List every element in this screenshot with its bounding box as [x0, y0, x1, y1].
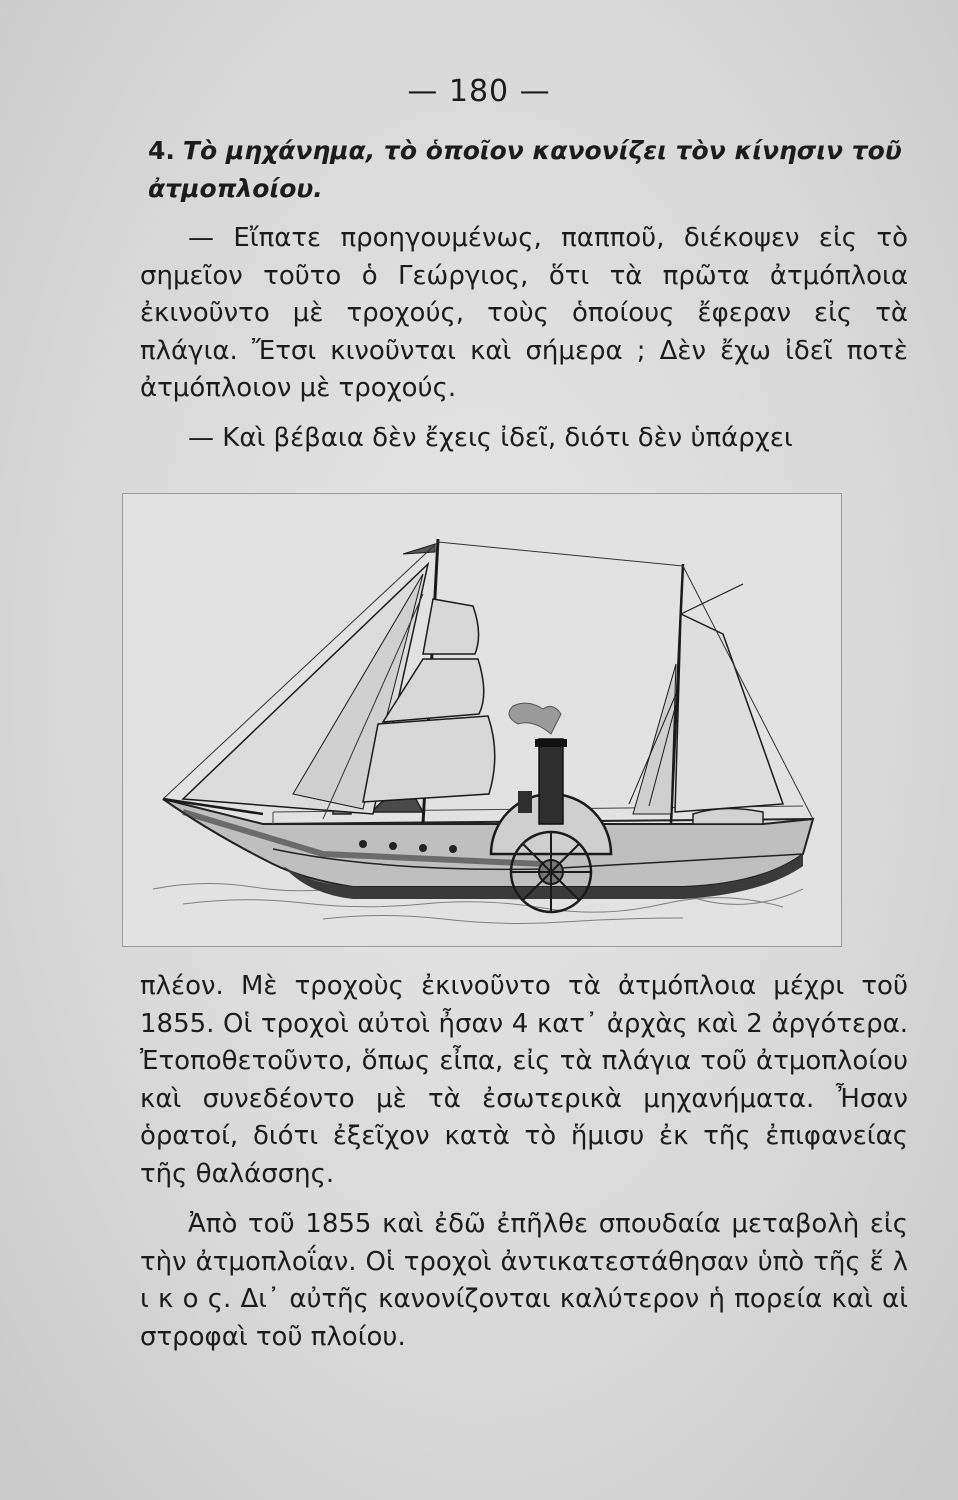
section-heading	[148, 132, 908, 208]
steamship-illustration	[122, 493, 842, 947]
steamship-drawing	[123, 494, 841, 946]
paragraph-2: — Καὶ βέβαια δὲν ἔχεις ἰδεῖ, διότι δὲν ὑπάρχει	[188, 423, 793, 453]
paragraph-3: πλέον. Μὲ τροχοὺς ἐκινοῦντο τὰ ἀτμόπλοια μέχρι τοῦ 1855. Οἱ τροχοὶ αὐτοὶ ἦσαν 4 κατ᾿ ἀρχὰς καὶ 2 ἀργότερα. Ἐτοποθετοῦντο, ὅπως εἶπα, εἰς τὰ πλάγια τοῦ ἀτμοπλοίου καὶ συνεδέοντο μὲ τὰ ἐσωτερικὰ μηχανήματα. Ἦσαν ὁρατοί, διότι ἐξεῖχον κατὰ τὸ ἥμισυ ἐκ τῆς ἐπιφανείας τῆς θαλάσσης.	[140, 971, 908, 1189]
paragraph-4: Ἀπὸ τοῦ 1855 καὶ ἐδῶ ἐπῆλθε σπουδαία μεταβολὴ εἰς τὴν ἀτμοπλοΐαν. Οἱ τροχοὶ ἀντικατεστάθησαν ὑπὸ τῆς ἕ λ ι κ ο ς. Δι᾿ αὐτῆς κανονίζονται καλύτερον ἡ πορεία καὶ αἱ στροφαὶ τοῦ πλοίου.	[140, 1209, 908, 1352]
section-number: 4.	[148, 136, 175, 165]
section-title: Τὸ μηχάνημα, τὸ ὁποῖον κανονίζει τὸν κίνησιν τοῦ ἀτμοπλοίου.	[148, 136, 902, 203]
page-number: — 180 —	[407, 74, 551, 109]
paragraph-1: — Εἴπατε προηγουμένως, παπποῦ, διέκοψεν εἰς τὸ σημεῖον τοῦτο ὁ Γεώργιος, ὅτι τὰ πρῶτα ἀτμόπλοια ἐκινοῦντο μὲ τροχούς, τοὺς ὁποίους ἔφεραν εἰς τὰ πλάγια. Ἔτσι κινοῦνται καὶ σήμερα ; Δὲν ἔχω ἰδεῖ ποτὲ ἀτμόπλοιον μὲ τροχούς.	[140, 223, 908, 403]
